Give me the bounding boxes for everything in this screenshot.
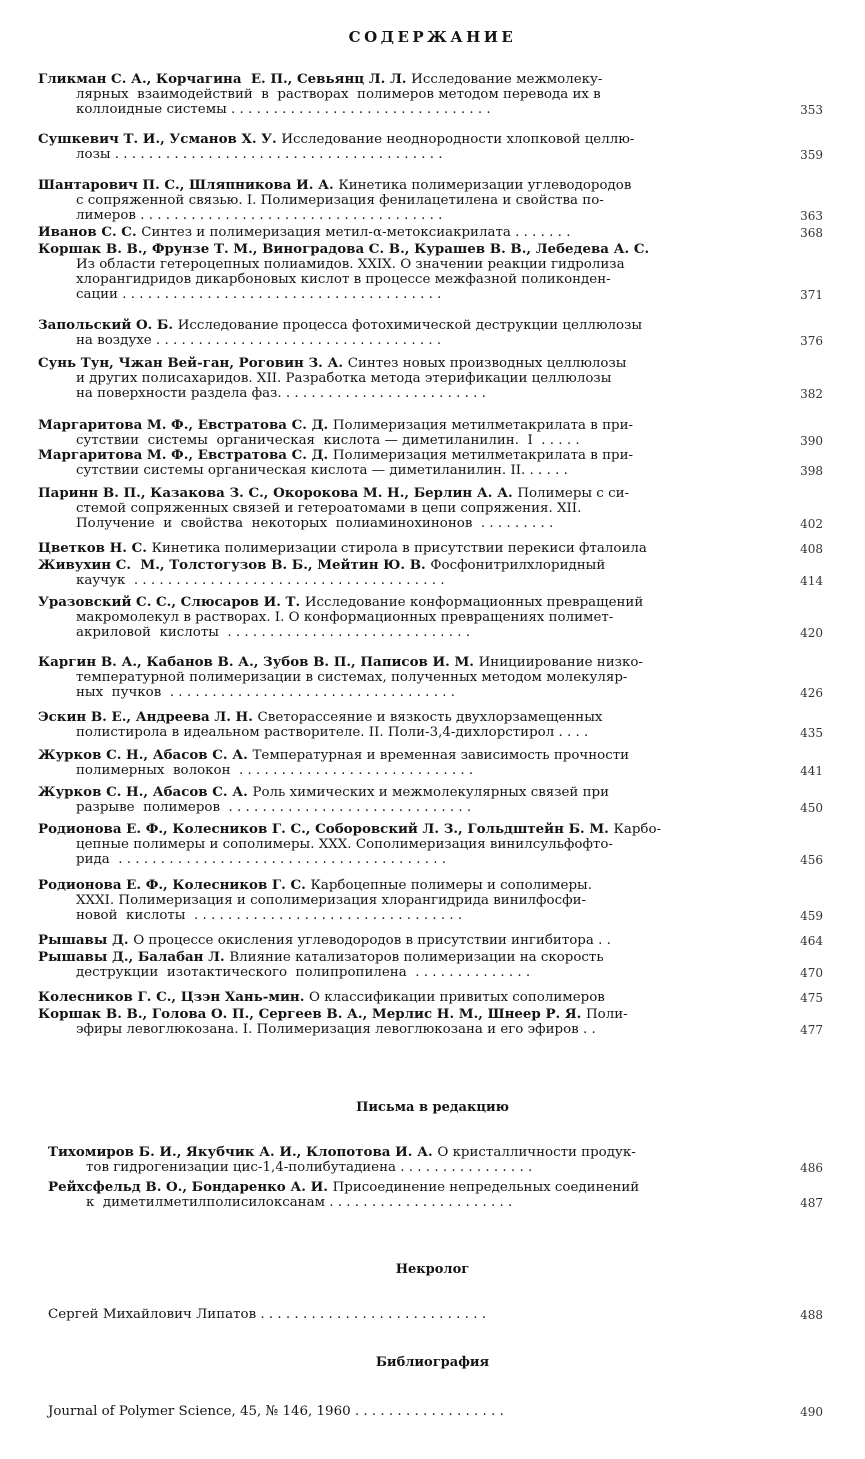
toc-entry [0,748,865,778]
entry-title-text: полимерных волокон . . . . . . . . . . . . . . . . . . . . . . . . . . . . [76,763,474,779]
entry-first-line [0,132,865,147]
page-number: 487 [800,1196,823,1211]
entry-authors: Живухин С. М., Толстогузов В. Б., Мейтин Ю. В. [38,558,431,573]
entry-first-line [0,418,865,433]
entry-title-text: к диметилметилполисилоксанам . . . . . . . . . . . . . . . . . . . . . . [86,1195,513,1211]
entry-title-text: Полимеризация метилметакрилата в при- [332,448,634,463]
entry-title-text: эфиры левоглюкозана. I. Полимеризация левоглюкозана и его эфиров . . [76,1022,596,1038]
entry-authors: Родионова Е. Ф., Колесников Г. С., Соборовский Л. З., Гольдштейн Б. М. [38,822,614,837]
entry-title-text: О классификации привитых сополимеров [309,990,605,1005]
toc-entry [0,72,865,117]
toc-entry [0,655,865,700]
entry-continuation-line [0,87,865,102]
page-number: 477 [800,1023,823,1038]
entry-title-text: и других полисахаридов. XII. Разработка метода этерификации целлюлозы [76,371,612,387]
toc-entry [0,178,865,223]
toc-entry [0,1180,865,1210]
entry-first-line [0,990,865,1005]
entry-title-text: Исследование процесса фотохимической деструкции целлюлозы [177,318,643,333]
toc-entry [0,710,865,740]
entry-title-text: лимеров . . . . . . . . . . . . . . . . . . . . . . . . . . . . . . . . . . . . [76,208,443,224]
entry-first-line [0,878,865,893]
toc-entry [0,486,865,531]
entry-title-text: каучук . . . . . . . . . . . . . . . . . . . . . . . . . . . . . . . . . . . . . [76,573,445,589]
entry-continuation-line [0,1022,865,1037]
page-number: 402 [800,517,823,532]
page-number: 390 [800,434,823,449]
entry-continuation-line [0,272,865,287]
entry-title-text: О процессе окисления углеводородов в присутствии ингибитора . . [133,933,611,948]
page-number: 486 [800,1161,823,1176]
toc-entry [0,785,865,815]
entry-title-text: Роль химических и межмолекулярных связей при [252,785,610,800]
entry-title-text: лярных взаимодействий в растворах полимеров методом перевода их в [76,87,601,103]
entry-continuation-line [0,147,865,162]
entry-title-text: температурной полимеризации в системах, полученных методом молекуляр- [76,670,628,686]
entry-authors: Рейхсфельд В. О., Бондаренко А. И. [48,1180,333,1195]
toc-entry [0,225,865,240]
entry-continuation-line [0,852,865,867]
toc-entry [0,418,865,448]
entry-authors: Уразовский С. С., Слюсаров И. Т. [38,595,305,610]
entry-title-text: хлорангидридов дикарбоновых кислот в процессе межфазной поликонден- [76,272,611,288]
section-title: Библиография [375,1355,490,1370]
entry-first-line [0,1180,865,1195]
entry-authors: Тихомиров Б. И., Якубчик А. И., Клопотова И. А. [48,1145,438,1160]
entry-first-line [0,748,865,763]
entry-title-text: Полимеры с си- [517,486,630,501]
entry-continuation-line [0,193,865,208]
entry-first-line [0,242,865,257]
page-number: 420 [800,626,823,641]
entry-title-text: Синтез и полимеризация метил-α-метоксиакрилата . . . . . . . [141,225,571,240]
entry-authors: Сунь Тун, Чжан Вей-ган, Роговин З. А. [38,356,348,371]
entry-title-text: коллоидные системы . . . . . . . . . . . . . . . . . . . . . . . . . . . . . . . [76,102,491,118]
entry-title-text: с сопряженной связью. I. Полимеризация фенилацетилена и свойства по- [76,193,604,209]
entry-continuation-line [0,573,865,588]
entry-title-text: полистирола в идеальном растворителе. II. Поли-3,4-дихлорстирол . . . . [76,725,589,741]
entry-title-text: цепные полимеры и сополимеры. XXX. Сополимеризация винилсульфофто- [76,837,613,853]
toc-entry [0,1404,865,1419]
entry-title-text: Фосфонитрилхлоридный [430,558,606,573]
entry-first-line [0,1404,865,1419]
entry-authors: Коршак В. В., Голова О. П., Сергеев В. А., Мерлис Н. М., Шнеер Р. Я. [38,1007,586,1022]
entry-authors: Рышавы Д., Балабан Л. [38,950,230,965]
entry-first-line [0,1145,865,1160]
entry-continuation-line [0,386,865,401]
toc-entry [0,558,865,588]
entry-title-text: разрыве полимеров . . . . . . . . . . . . . . . . . . . . . . . . . . . . . [76,800,472,816]
entry-authors: Запольский О. Б. [38,318,178,333]
page-number: 359 [800,148,823,163]
entry-authors: Шантарович П. С., Шляпникова И. А. [38,178,339,193]
entry-authors: Цветков Н. С. [38,541,152,556]
toc-entry [0,950,865,980]
page-number: 488 [800,1308,823,1322]
entry-title-text: XXXI. Полимеризация и сополимеризация хлорангидрида винилфосфи- [76,893,587,909]
entry-first-line [0,541,865,556]
page-title: СОДЕРЖАНИЕ [348,28,517,46]
toc-entry [0,1307,865,1322]
entry-title-text: Сергей Михайлович Липатов . . . . . . . . . . . . . . . . . . . . . . . . . . . [48,1307,486,1322]
toc-entry [0,242,865,302]
toc-entry [0,448,865,478]
entry-first-line [0,595,865,610]
entry-authors: Журков С. Н., Абасов С. А. [38,785,253,800]
entry-continuation-line [0,725,865,740]
entry-title-text: Карбоцепные полимеры и сополимеры. [310,878,592,893]
entry-title-text: Кинетика полимеризации углеводородов [338,178,632,193]
entry-authors: Иванов С. С. [38,225,142,240]
page-number: 382 [800,387,823,402]
entry-continuation-line [0,102,865,117]
page-number: 470 [800,966,823,981]
entry-title-text: Температурная и временная зависимость прочности [252,748,630,763]
entry-continuation-line [0,1195,865,1210]
page-number: 450 [800,801,823,816]
toc-entry [0,933,865,948]
entry-title-text: сутствии системы органическая кислота — диметиланилин. II. . . . . . [76,463,568,479]
entry-continuation-line [0,257,865,272]
entry-continuation-line [0,908,865,923]
page-number: 490 [800,1405,823,1419]
entry-continuation-line [0,965,865,980]
entry-authors: Колесников Г. С., Цзэн Хань-мин. [38,990,310,1005]
entry-first-line [0,356,865,371]
entry-title-text: тов гидрогенизации цис-1,4-полибутадиена . . . . . . . . . . . . . . . . [86,1160,533,1176]
entry-first-line [0,655,865,670]
entry-authors: Каргин В. А., Кабанов В. А., Зубов В. П., Паписов И. М. [38,655,479,670]
page-number: 459 [800,909,823,924]
toc-entry [0,132,865,162]
toc-entry [0,822,865,867]
entry-first-line [0,1007,865,1022]
entry-title-text: Полимеризация метилметакрилата в при- [332,418,634,433]
entry-first-line [0,486,865,501]
toc-entry [0,990,865,1005]
entry-continuation-line [0,333,865,348]
toc-entry [0,1145,865,1175]
toc-entry [0,356,865,401]
entry-title-text: сации . . . . . . . . . . . . . . . . . . . . . . . . . . . . . . . . . . . . . . [76,287,442,303]
entry-first-line [0,178,865,193]
entry-title-text: Светорассеяние и вязкость двухлорзамещенных [257,710,603,725]
entry-title-text: Присоединение непредельных соединений [332,1180,640,1195]
entry-title-text: рида . . . . . . . . . . . . . . . . . . . . . . . . . . . . . . . . . . . . . . . [76,852,446,868]
entry-first-line [0,318,865,333]
entry-continuation-line [0,463,865,478]
toc-entry [0,878,865,923]
section-title: Некролог [395,1262,470,1277]
page-number: 435 [800,726,823,741]
entry-authors: Паринн В. П., Казакова З. С., Окорокова М. Н., Берлин А. А. [38,486,518,501]
entry-first-line [0,558,865,573]
entry-first-line [0,448,865,463]
toc-entry [0,595,865,640]
entry-continuation-line [0,685,865,700]
section-title: Письма в редакцию [356,1100,509,1115]
entry-first-line [0,1307,865,1322]
entry-continuation-line [0,433,865,448]
entry-title-text: Инициирование низко- [478,655,643,670]
entry-authors: Маргаритова М. Ф., Евстратова С. Д. [38,418,333,433]
entry-title-text: Кинетика полимеризации стирола в присутствии перекиси фталоила [151,541,647,556]
entry-continuation-line [0,800,865,815]
entry-continuation-line [0,1160,865,1175]
entry-title-text: ных пучков . . . . . . . . . . . . . . . . . . . . . . . . . . . . . . . . . . [76,685,455,701]
entry-title-text: Влияние катализаторов полимеризации на скорость [229,950,604,965]
entry-title-text: Из области гетероцепных полиамидов. XXIX. О значении реакции гидролиза [76,257,625,273]
entry-authors: Гликман С. А., Корчагина Е. П., Севьянц Л. Л. [38,72,412,87]
page-number: 398 [800,464,823,479]
entry-first-line [0,710,865,725]
entry-title-text: Исследование межмолеку- [411,72,603,87]
toc-entry [0,318,865,348]
entry-continuation-line [0,516,865,531]
toc-entry [0,1007,865,1037]
entry-continuation-line [0,625,865,640]
entry-continuation-line [0,501,865,516]
entry-title-text: на воздухе . . . . . . . . . . . . . . . . . . . . . . . . . . . . . . . . . . [76,333,442,349]
entry-continuation-line [0,208,865,223]
page-number: 371 [800,288,823,303]
entry-title-text: сутствии системы органическая кислота — диметиланилин. I . . . . . [76,433,580,449]
page-number: 408 [800,542,823,556]
entry-title-text: новой кислоты . . . . . . . . . . . . . . . . . . . . . . . . . . . . . . . . [76,908,463,924]
entry-authors: Журков С. Н., Абасов С. А. [38,748,253,763]
entry-title-text: стемой сопряженных связей и гетероатомами в цепи сопряжения. XII. [76,501,582,517]
page-number: 475 [800,991,823,1005]
entry-authors: Сушкевич Т. И., Усманов Х. У. [38,132,282,147]
entry-continuation-line [0,287,865,302]
page-number: 368 [800,226,823,240]
entry-authors: Коршак В. В., Фрунзе Т. М., Виноградова С. В., Курашев В. В., Лебедева А. С. [38,242,650,257]
entry-continuation-line [0,763,865,778]
entry-continuation-line [0,670,865,685]
entry-title-text: Исследование неоднородности хлопковой целлю- [281,132,635,147]
entry-authors: Эскин В. Е., Андреева Л. Н. [38,710,258,725]
entry-title-text: лозы . . . . . . . . . . . . . . . . . . . . . . . . . . . . . . . . . . . . . . . [76,147,443,163]
page-number: 456 [800,853,823,868]
entry-first-line [0,822,865,837]
page-number: 353 [800,103,823,118]
entry-title-text: Поли- [585,1007,628,1022]
entry-title-text: Синтез новых производных целлюлозы [347,356,627,371]
entry-continuation-line [0,837,865,852]
entry-title-text: О кристалличности продук- [437,1145,636,1160]
entry-first-line [0,785,865,800]
entry-continuation-line [0,371,865,386]
entry-first-line [0,933,865,948]
entry-authors: Маргаритова М. Ф., Евстратова С. Д. [38,448,333,463]
entry-continuation-line [0,610,865,625]
entry-title-text: Карбо- [613,822,662,837]
entry-title-text: на поверхности раздела фаз. . . . . . . . . . . . . . . . . . . . . . . . . [76,386,486,402]
page-number: 426 [800,686,823,701]
entry-authors: Рышавы Д. [38,933,134,948]
page-number: 363 [800,209,823,224]
entry-authors: Родионова Е. Ф., Колесников Г. С. [38,878,311,893]
entry-continuation-line [0,893,865,908]
entry-title-text: Journal of Polymer Science, 45, № 146, 1960 . . . . . . . . . . . . . . . . . . [48,1404,504,1419]
entry-title-text: Получение и свойства некоторых полиаминохинонов . . . . . . . . . [76,516,554,532]
entry-first-line [0,950,865,965]
page-number: 414 [800,574,823,589]
entry-title-text: макромолекул в растворах. I. О конформационных превращениях полимет- [76,610,614,626]
page-number: 441 [800,764,823,779]
entry-title-text: акриловой кислоты . . . . . . . . . . . . . . . . . . . . . . . . . . . . . [76,625,471,641]
entry-first-line [0,225,865,240]
page-number: 376 [800,334,823,349]
toc-entry [0,541,865,556]
entry-title-text: Исследование конформационных превращений [304,595,644,610]
entry-first-line [0,72,865,87]
page-number: 464 [800,934,823,948]
entry-title-text: деструкции изотактического полипропилена . . . . . . . . . . . . . . [76,965,531,981]
